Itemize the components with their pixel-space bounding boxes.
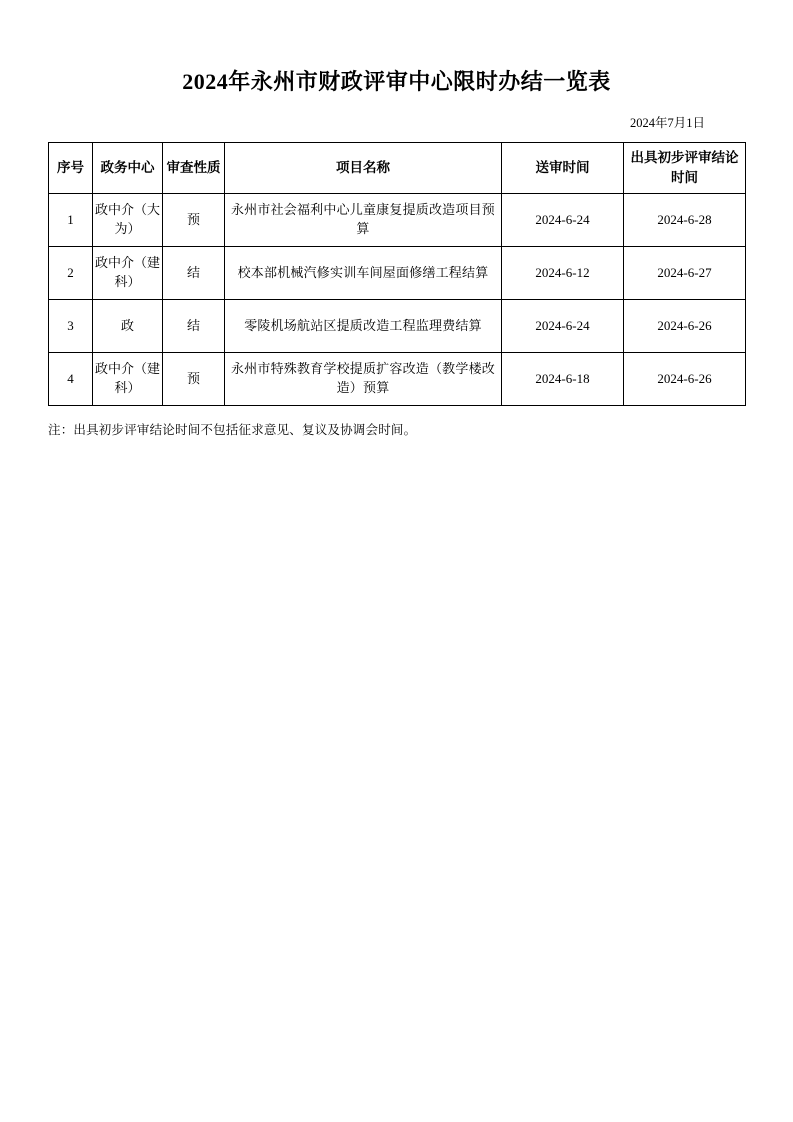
cell-seq: 2 — [49, 247, 93, 300]
column-header-center: 政务中心 — [93, 143, 163, 194]
page-title: 2024年永州市财政评审中心限时办结一览表 — [182, 69, 611, 94]
table-row — [49, 247, 746, 300]
cell-center: 政中介（建科） — [93, 353, 163, 406]
column-header-conclusion-time: 出具初步评审结论时间 — [624, 143, 746, 194]
cell-center: 政中介（建科） — [93, 247, 163, 300]
table-body — [49, 194, 746, 406]
cell-nature: 预 — [163, 353, 225, 406]
table-header — [49, 143, 746, 194]
footnote: 注：出具初步评审结论时间不包括征求意见、复议及协调会时间。 — [48, 423, 417, 437]
cell-submit-time: 2024-6-18 — [502, 353, 624, 406]
cell-project: 校本部机械汽修实训车间屋面修缮工程结算 — [225, 247, 502, 300]
table-row — [49, 194, 746, 247]
cell-nature: 结 — [163, 247, 225, 300]
column-header-project: 项目名称 — [225, 143, 502, 194]
column-header-nature: 审查性质 — [163, 143, 225, 194]
document-date: 2024年7月1日 — [629, 116, 705, 130]
schedule-table — [48, 142, 746, 406]
cell-conclusion-time: 2024-6-26 — [624, 300, 746, 353]
cell-submit-time: 2024-6-24 — [502, 300, 624, 353]
cell-seq: 3 — [49, 300, 93, 353]
cell-project: 永州市社会福利中心儿童康复提质改造项目预算 — [225, 194, 502, 247]
table-row — [49, 353, 746, 406]
table-header-row — [49, 143, 746, 194]
cell-center: 政 — [93, 300, 163, 353]
cell-nature: 结 — [163, 300, 225, 353]
cell-submit-time: 2024-6-24 — [502, 194, 624, 247]
cell-project: 永州市特殊教育学校提质扩容改造（教学楼改造）预算 — [225, 353, 502, 406]
column-header-submit-time: 送审时间 — [502, 143, 624, 194]
cell-center: 政中介（大为） — [93, 194, 163, 247]
cell-nature: 预 — [163, 194, 225, 247]
table-row — [49, 300, 746, 353]
cell-submit-time: 2024-6-12 — [502, 247, 624, 300]
cell-conclusion-time: 2024-6-26 — [624, 353, 746, 406]
column-header-seq: 序号 — [49, 143, 93, 194]
table-container — [0, 131, 793, 406]
cell-conclusion-time: 2024-6-27 — [624, 247, 746, 300]
cell-project: 零陵机场航站区提质改造工程监理费结算 — [225, 300, 502, 353]
cell-seq: 1 — [49, 194, 93, 247]
cell-seq: 4 — [49, 353, 93, 406]
cell-conclusion-time: 2024-6-28 — [624, 194, 746, 247]
